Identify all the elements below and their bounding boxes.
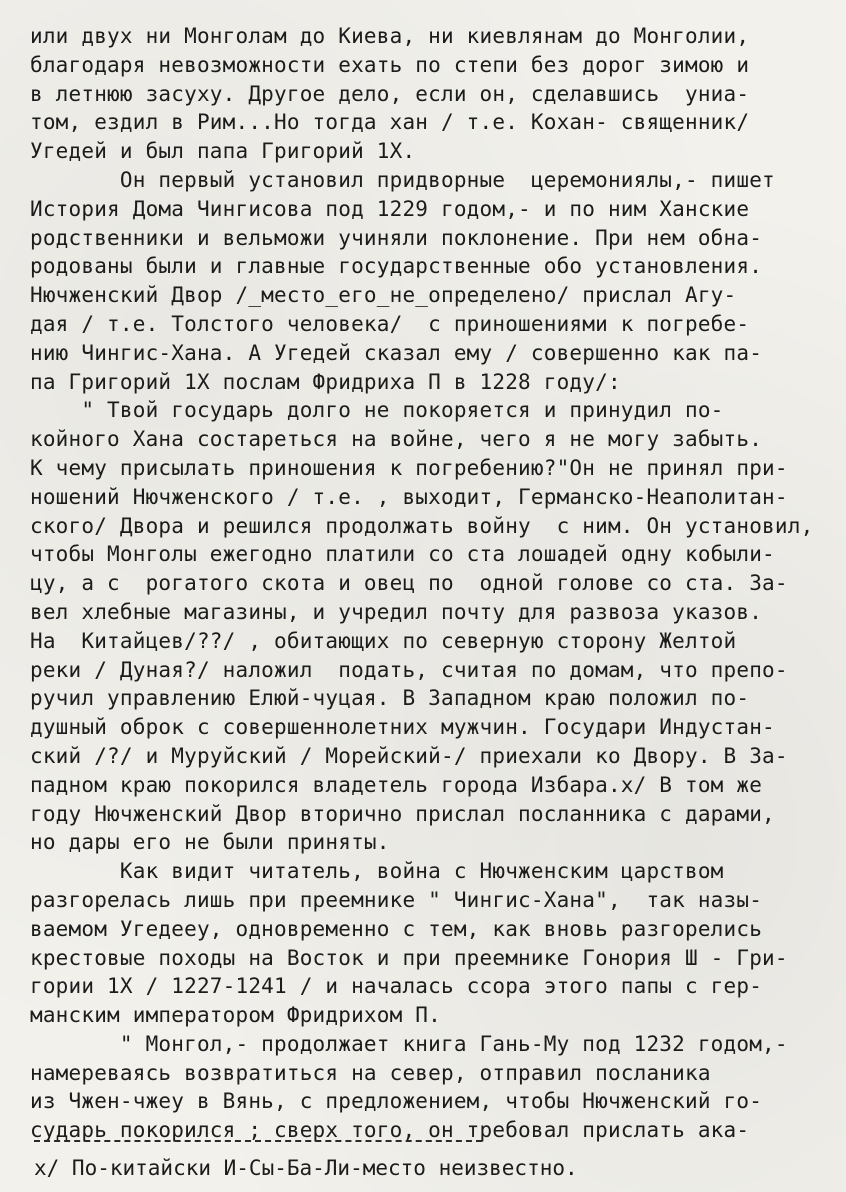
text-line: нию Чингис-Хана. А Угедей сказал ему / совершенно как па-: [30, 340, 763, 365]
text-line: ручил управлению Елюй-чуцая. В Западном краю положил по-: [30, 686, 750, 711]
text-line: том, ездил в Рим...Но тогда хан / т.е. Кохан- священник/: [30, 110, 750, 135]
text-line: ваемом Угедееу, одновременно с тем, как вновь разгорелись: [30, 916, 763, 941]
text-line: сударь покорился ; сверх того, он требовал прислать ака-: [30, 1118, 750, 1143]
text-line: родственники и вельможи учиняли поклонение. При нем обна-: [30, 225, 763, 250]
text-line: ношений Нючженского / т.е. , выходит, Германско-Неаполитан-: [30, 484, 788, 509]
text-line: или двух ни Монголам до Киева, ни киевлянам до Монголии,: [30, 24, 750, 48]
text-line: На Китайцев/??/ , обитающих по северную сторону Желтой: [30, 628, 737, 653]
text-line: родованы были и главные государственные обо установления.: [30, 254, 763, 279]
text-line: году Нючженский Двор вторично прислал посланника с дарами,: [30, 801, 775, 826]
text-line: ский /?/ и Муруйский / Морейский-/ приехали ко Двору. В За-: [30, 743, 788, 768]
text-line: Как видит читатель, война с Нючженским царством: [30, 859, 724, 884]
text-line: в летнюю засуху. Другое дело, если он, сделавшись униа-: [30, 81, 750, 106]
text-line: намереваясь возвратиться на север, отправил посланика: [30, 1060, 711, 1085]
text-line: гории 1Х / 1227-1241 / и началась ссора этого папы с гер-: [30, 974, 763, 999]
text-line: крестовые походы на Восток и при преемнике Гонория Ш - Гри-: [30, 945, 788, 970]
text-line: дая / т.е. Толстого человека/ с приношениями к погребе-: [30, 311, 750, 336]
body-text: [30, 22, 830, 1145]
text-line: цу, а с рогатого скота и овец по одной голове со ста. За-: [30, 571, 788, 596]
text-line: " Твой государь долго не покоряется и принудил по-: [30, 398, 724, 423]
text-line: Нючженский Двор /_место_его_не_определено/ прислал Агу-: [30, 283, 737, 308]
text-line: койного Хана состареться на войне, чего я не могу забыть.: [30, 427, 763, 452]
text-line: ского/ Двора и решился продолжать войну с ним. Он установил,: [30, 513, 814, 538]
text-line: манским императором Фридрихом П.: [30, 1003, 441, 1028]
text-line: чтобы Монголы ежегодно платили со ста лошадей одну кобыли-: [30, 542, 775, 567]
text-line: падном краю покорился владетель города Избара.x/ В том же: [30, 772, 763, 797]
footnote-divider: [34, 1140, 482, 1142]
text-line: Угедей и был папа Григорий 1Х.: [30, 139, 416, 164]
text-line: душный оброк с совершеннолетних мужчин. Государи Индустан-: [30, 715, 775, 740]
text-line: благодаря невозможности ехать по степи без дорог зимою и: [30, 52, 750, 77]
text-line: К чему присылать приношения к погребению?"Он не принял при-: [30, 455, 788, 480]
text-line: реки / Дуная?/ наложил подать, считая по домам, что препо-: [30, 657, 788, 682]
text-line: разгорелась лишь при преемнике " Чингис-Хана", так назы-: [30, 887, 763, 912]
text-line: История Дома Чингисова под 1229 годом,- и по ним Ханские: [30, 196, 750, 221]
text-line: из Чжен-чжеу в Вянь, с предложением, чтобы Нючженский го-: [30, 1089, 763, 1114]
text-line: но дары его не были приняты.: [30, 830, 390, 855]
text-line: вел хлебные магазины, и учредил почту для развоза указов.: [30, 599, 763, 624]
footnote: x/ По-китайски И-Сы-Ба-Ли-место неизвестно.: [34, 1156, 578, 1180]
text-line: " Монгол,- продолжает книга Гань-Му под 1232 годом,-: [30, 1031, 788, 1056]
text-line: Он первый установил придворные церемониялы,- пишет: [30, 167, 775, 192]
text-line: па Григорий 1Х послам Фридриха П в 1228 году/:: [30, 369, 621, 394]
